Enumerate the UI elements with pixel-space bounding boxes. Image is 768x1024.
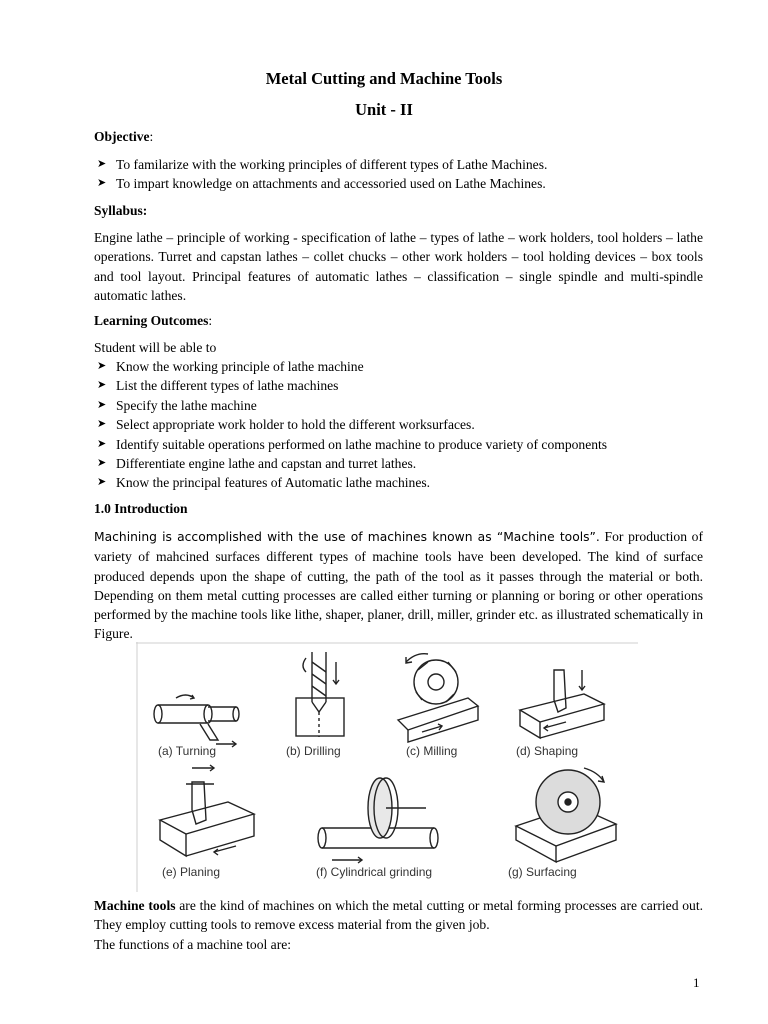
- introduction-heading: 1.0 Introduction: [94, 501, 188, 516]
- machining-figure-svg: [136, 642, 638, 892]
- arrow-bullet-icon: ➤: [97, 398, 107, 411]
- arrow-bullet-icon: ➤: [97, 476, 107, 489]
- caption-cylindrical-grinding: (f) Cylindrical grinding: [316, 865, 433, 879]
- arrow-bullet-icon: ➤: [97, 177, 107, 190]
- caption-planing: (e) Planing: [162, 865, 221, 879]
- machine-tools-text: Machine tools are the kind of machines on which the metal cutting or metal forming processes are carried out. They employ cutting tools to remove excess material from the given job.: [94, 898, 703, 933]
- objective-list: [97, 155, 717, 194]
- learning-outcomes-intro: Student will be able to: [94, 340, 217, 355]
- machine-tools-functions: The functions of a machine tool are:: [94, 937, 292, 952]
- list-item: ➤ Identify suitable operations performed on lathe machine to produce variety of components: [97, 435, 717, 454]
- syllabus-heading: Syllabus:: [94, 203, 148, 218]
- list-item: ➤ Differentiate engine lathe and capstan and turret lathes.: [97, 454, 717, 473]
- caption-shaping: (d) Shaping: [516, 744, 579, 758]
- arrow-bullet-icon: ➤: [97, 437, 107, 450]
- list-item: ➤ Know the working principle of lathe machine: [97, 357, 717, 376]
- unit-title: Unit - II: [355, 100, 413, 119]
- syllabus-text: Engine lathe – principle of working - specification of lathe – types of lathe – work holders, tool holders – lathe operations. Turret and capstan lathes – collet chucks – other work holders – tool holding devices – box tools and tool layout. Principal features of automatic lathes – classification – single spindle and multi-spindle automatic lathes.: [94, 230, 703, 303]
- arrow-bullet-icon: ➤: [97, 360, 107, 372]
- list-item: ➤ Select appropriate work holder to hold the different worksurfaces.: [97, 415, 717, 434]
- list-item: ➤ List the different types of lathe machines: [97, 376, 717, 395]
- list-item: ➤ Specify the lathe machine: [97, 396, 717, 415]
- caption-turning: (a) Turning: [158, 744, 217, 758]
- document-title: Metal Cutting and Machine Tools: [265, 69, 503, 88]
- caption-surfacing: (g) Surfacing: [508, 865, 577, 879]
- list-item: ➤ To impart knowledge on attachments and accessoried used on Lathe Machines.: [97, 174, 717, 193]
- objective-heading: Objective:: [94, 129, 154, 144]
- arrow-bullet-icon: ➤: [97, 457, 107, 470]
- list-item: ➤ Know the principal features of Automatic lathe machines.: [97, 473, 717, 492]
- learning-outcomes-heading: Learning Outcomes:: [94, 313, 213, 328]
- caption-drilling: (b) Drilling: [286, 744, 341, 758]
- caption-milling: (c) Milling: [406, 744, 458, 758]
- page-number: 1: [693, 975, 700, 990]
- learning-outcomes-list: [97, 357, 717, 493]
- machining-operations-figure: [136, 642, 638, 892]
- list-item: ➤ To familarize with the working principles of different types of Lathe Machines.: [97, 155, 717, 174]
- arrow-bullet-icon: ➤: [97, 158, 107, 170]
- arrow-bullet-icon: ➤: [97, 418, 107, 431]
- arrow-bullet-icon: ➤: [97, 379, 107, 392]
- introduction-text: Machining is accomplished with the use of machines known as “Machine tools”. For production of variety of mahcined surfaces different types of machine tools have been developed. The kind of surface produced depends upon the shape of cutting, the path of the tool as it passes through the material or both. Depending on them metal cutting processes are called either turning or planning or boring or other operations performed by the machine tools like lithe, shaper, planer, drill, miller, grinder etc. as illustrated schematically in Figure.: [94, 529, 703, 642]
